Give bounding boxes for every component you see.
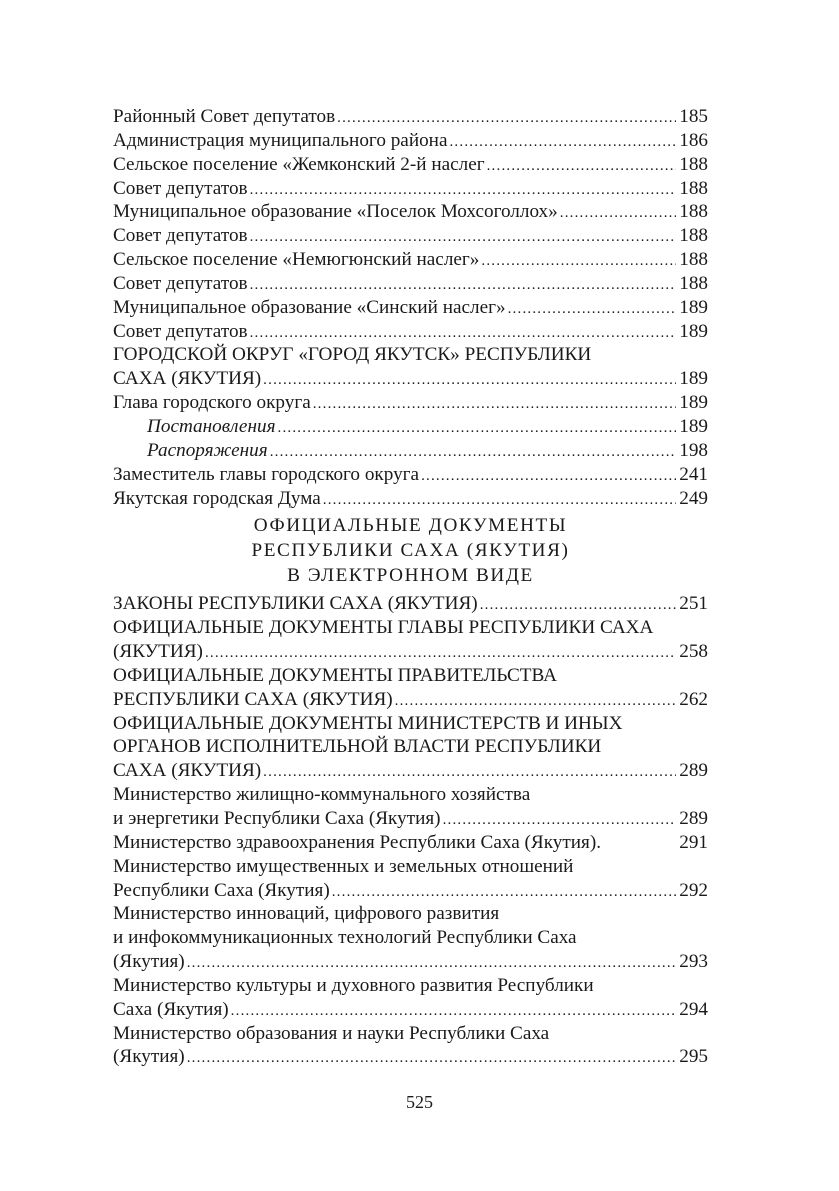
table-of-contents [113,105,708,1069]
toc-entry[interactable] [113,272,708,296]
toc-page-number: 258 [679,641,708,663]
toc-entry-line [113,1022,708,1046]
toc-entry-title: Постановления [147,415,276,437]
toc-entry-line [113,640,708,664]
toc-entry[interactable] [113,224,708,248]
toc-entry[interactable] [113,200,708,224]
toc-page-number: 186 [679,129,708,151]
toc-entry-line [113,616,708,640]
toc-entry-line [113,391,708,415]
toc-entry[interactable] [113,974,708,1022]
toc-page-number: 189 [679,320,708,342]
toc-entry-line [113,807,708,831]
toc-page-number: 198 [679,439,708,461]
toc-page-number: 189 [679,296,708,318]
section-heading-line: РЕСПУБЛИКИ САХА (ЯКУТИЯ) [251,540,570,562]
toc-entry-line [113,439,708,463]
toc-page-number: 292 [679,879,708,901]
toc-page-number: 291 [679,831,708,853]
toc-list-municipal [113,105,708,510]
toc-page-number: 289 [679,760,708,782]
toc-entry-title: и инфокоммуникационных технологий Республики Саха [113,927,577,949]
toc-entry[interactable] [113,415,708,439]
dot-leader [332,881,676,903]
toc-entry-title: ГОРОДСКОЙ ОКРУГ «ГОРОД ЯКУТСК» РЕСПУБЛИКИ [113,344,592,366]
toc-entry-title: Распоряжения [147,439,268,461]
toc-entry-line [113,153,708,177]
toc-entry-title: Сельское поселение «Жемконский 2-й наслег [113,153,485,175]
toc-entry[interactable] [113,153,708,177]
toc-entry-title: Совет депутатов [113,225,248,247]
toc-page-number: 262 [679,688,708,710]
toc-entry-line [113,296,708,320]
toc-entry[interactable] [113,296,708,320]
dot-leader [263,761,676,783]
toc-entry-title: (Якутия) [113,951,185,973]
toc-entry-line [113,200,708,224]
toc-entry-title: ОФИЦИАЛЬНЫЕ ДОКУМЕНТЫ ПРАВИТЕЛЬСТВА [113,664,557,686]
toc-entry-line [113,272,708,296]
toc-page-number: 188 [679,225,708,247]
dot-leader [250,274,677,296]
toc-entry-line [113,664,708,688]
toc-entry-title: (ЯКУТИЯ) [113,641,203,663]
toc-entry-line [113,688,708,712]
toc-entry-line [113,902,708,926]
toc-entry[interactable] [113,831,708,855]
toc-entry-title: Совет депутатов [113,272,248,294]
toc-entry-title: ОРГАНОВ ИСПОЛНИТЕЛЬНОЙ ВЛАСТИ РЕСПУБЛИКИ [113,736,602,758]
toc-entry[interactable] [113,616,708,664]
toc-page-number: 188 [679,177,708,199]
toc-entry-line [113,177,708,201]
toc-entry-title: Министерство образования и науки Республики Саха [113,1022,550,1044]
toc-entry[interactable] [113,320,708,344]
toc-entry-title: РЕСПУБЛИКИ САХА (ЯКУТИЯ) [113,688,393,710]
toc-entry[interactable] [113,391,708,415]
dot-leader [560,202,676,224]
toc-entry-title: Министерство здравоохранения Республики Саха (Якутия) [113,831,597,853]
dot-leader [480,594,677,616]
toc-entry-line [113,735,708,759]
dot-leader: . [596,831,602,853]
toc-entry-title: Муниципальное образование «Поселок Мохсоголлох» [113,201,558,223]
toc-page-number: 294 [679,998,708,1020]
dot-leader [508,298,677,320]
dot-leader [205,642,676,664]
dot-leader [250,226,677,248]
toc-entry[interactable] [113,902,708,974]
toc-entry-line [113,759,708,783]
toc-entry-line [113,998,708,1022]
toc-list-official-documents [113,592,708,1069]
toc-entry-line [113,926,708,950]
toc-entry-line [113,783,708,807]
toc-entry-title: Муниципальное образование «Синский наслег» [113,296,506,318]
toc-page-number: 293 [679,951,708,973]
toc-entry[interactable] [113,1022,708,1070]
toc-page-number: 189 [679,368,708,390]
toc-entry-line [113,320,708,344]
toc-entry-line [113,248,708,272]
toc-entry[interactable] [113,105,708,129]
section-heading [113,510,708,592]
toc-entry-title: Сельское поселение «Немюгюнский наслег» [113,249,480,271]
dot-leader [337,107,676,129]
dot-leader [187,1047,677,1069]
toc-page-number: 188 [679,272,708,294]
toc-entry-title: (Якутия) [113,1046,185,1068]
dot-leader [263,369,676,391]
dot-leader [187,952,677,974]
toc-entry-title: и энергетики Республики Саха (Якутия) [113,808,441,829]
toc-entry-title: Заместитель главы городского округа [113,463,420,485]
toc-entry-title: САХА (ЯКУТИЯ) [113,760,262,782]
toc-page-number: 251 [679,593,708,615]
toc-entry-title: Министерство имущественных и земельных отношений [113,855,574,877]
toc-entry-line [113,463,708,487]
dot-leader [487,155,677,177]
toc-entry-title: Глава городского округа [113,392,311,414]
toc-entry-line [113,712,708,736]
page-number: 525 [406,1092,433,1112]
toc-entry[interactable] [113,439,708,463]
dot-leader [395,690,677,712]
toc-entry-title: Совет депутатов [113,177,248,199]
section-heading-line: ОФИЦИАЛЬНЫЕ ДОКУМЕНТЫ [253,515,568,537]
toc-page-number: 249 [679,487,708,509]
toc-entry-line [113,487,708,511]
toc-page-number: 289 [679,808,708,829]
toc-entry-title: Министерство инноваций, цифрового развития [113,903,500,925]
dot-leader [270,441,677,463]
dot-leader [278,417,677,439]
toc-entry-line [113,855,708,879]
toc-page-number: 241 [679,463,708,485]
toc-page-number: 188 [679,201,708,223]
toc-entry[interactable] [113,487,708,511]
toc-entry[interactable] [113,855,708,903]
toc-entry-title: Администрация муниципального района [113,129,448,151]
dot-leader [443,809,677,831]
toc-page-number: 189 [679,415,708,437]
toc-entry-title: Районный Совет депутатов [113,106,336,127]
toc-entry[interactable] [113,343,708,391]
toc-entry-line [113,879,708,903]
toc-entry-line [113,129,708,153]
dot-leader [421,465,676,487]
toc-entry[interactable] [113,783,708,831]
toc-entry[interactable] [113,129,708,153]
toc-entry-line [113,367,708,391]
toc-entry[interactable] [113,177,708,201]
toc-page-number: 189 [679,392,708,414]
toc-entry[interactable] [113,592,708,616]
dot-leader [250,179,677,201]
toc-entry-title: Якутская городская Дума [113,487,321,509]
toc-entry[interactable] [113,248,708,272]
toc-page-number: 188 [679,249,708,271]
dot-leader [313,393,677,415]
toc-entry-title: Министерство жилищно-коммунального хозяйства [113,784,531,806]
toc-entry-line [113,1045,708,1069]
dot-leader [250,322,677,344]
toc-entry-title: Саха (Якутия) [113,998,229,1020]
toc-entry[interactable] [113,712,708,784]
toc-entry[interactable] [113,664,708,712]
toc-page-number: 188 [679,153,708,175]
toc-entry-title: САХА (ЯКУТИЯ) [113,368,262,390]
toc-page-number: 295 [679,1046,708,1068]
toc-page-number: 185 [679,106,708,127]
toc-entry-line [113,974,708,998]
toc-entry-line [113,224,708,248]
dot-leader [481,250,676,272]
toc-entry-title: Совет депутатов [113,320,248,342]
toc-entry-title: ОФИЦИАЛЬНЫЕ ДОКУМЕНТЫ ГЛАВЫ РЕСПУБЛИКИ САХА [113,617,654,639]
toc-entry-title: ОФИЦИАЛЬНЫЕ ДОКУМЕНТЫ МИНИСТЕРСТВ И ИНЫХ [113,712,623,734]
toc-entry-line [113,592,708,616]
toc-entry-line [113,950,708,974]
toc-entry-line [113,343,708,367]
toc-entry-title: ЗАКОНЫ РЕСПУБЛИКИ САХА (ЯКУТИЯ) [113,593,478,615]
dot-leader [323,489,676,511]
toc-entry-line [113,415,708,439]
dot-leader [231,1000,677,1022]
toc-entry-title: Министерство культуры и духовного развития Республики [113,974,594,996]
toc-entry[interactable] [113,463,708,487]
section-heading-line: В ЭЛЕКТРОННОМ ВИДЕ [287,564,534,586]
toc-entry-line [113,105,708,129]
dot-leader [449,131,676,153]
toc-entry-title: Республики Саха (Якутия) [113,879,330,901]
toc-entry-line [113,831,708,855]
